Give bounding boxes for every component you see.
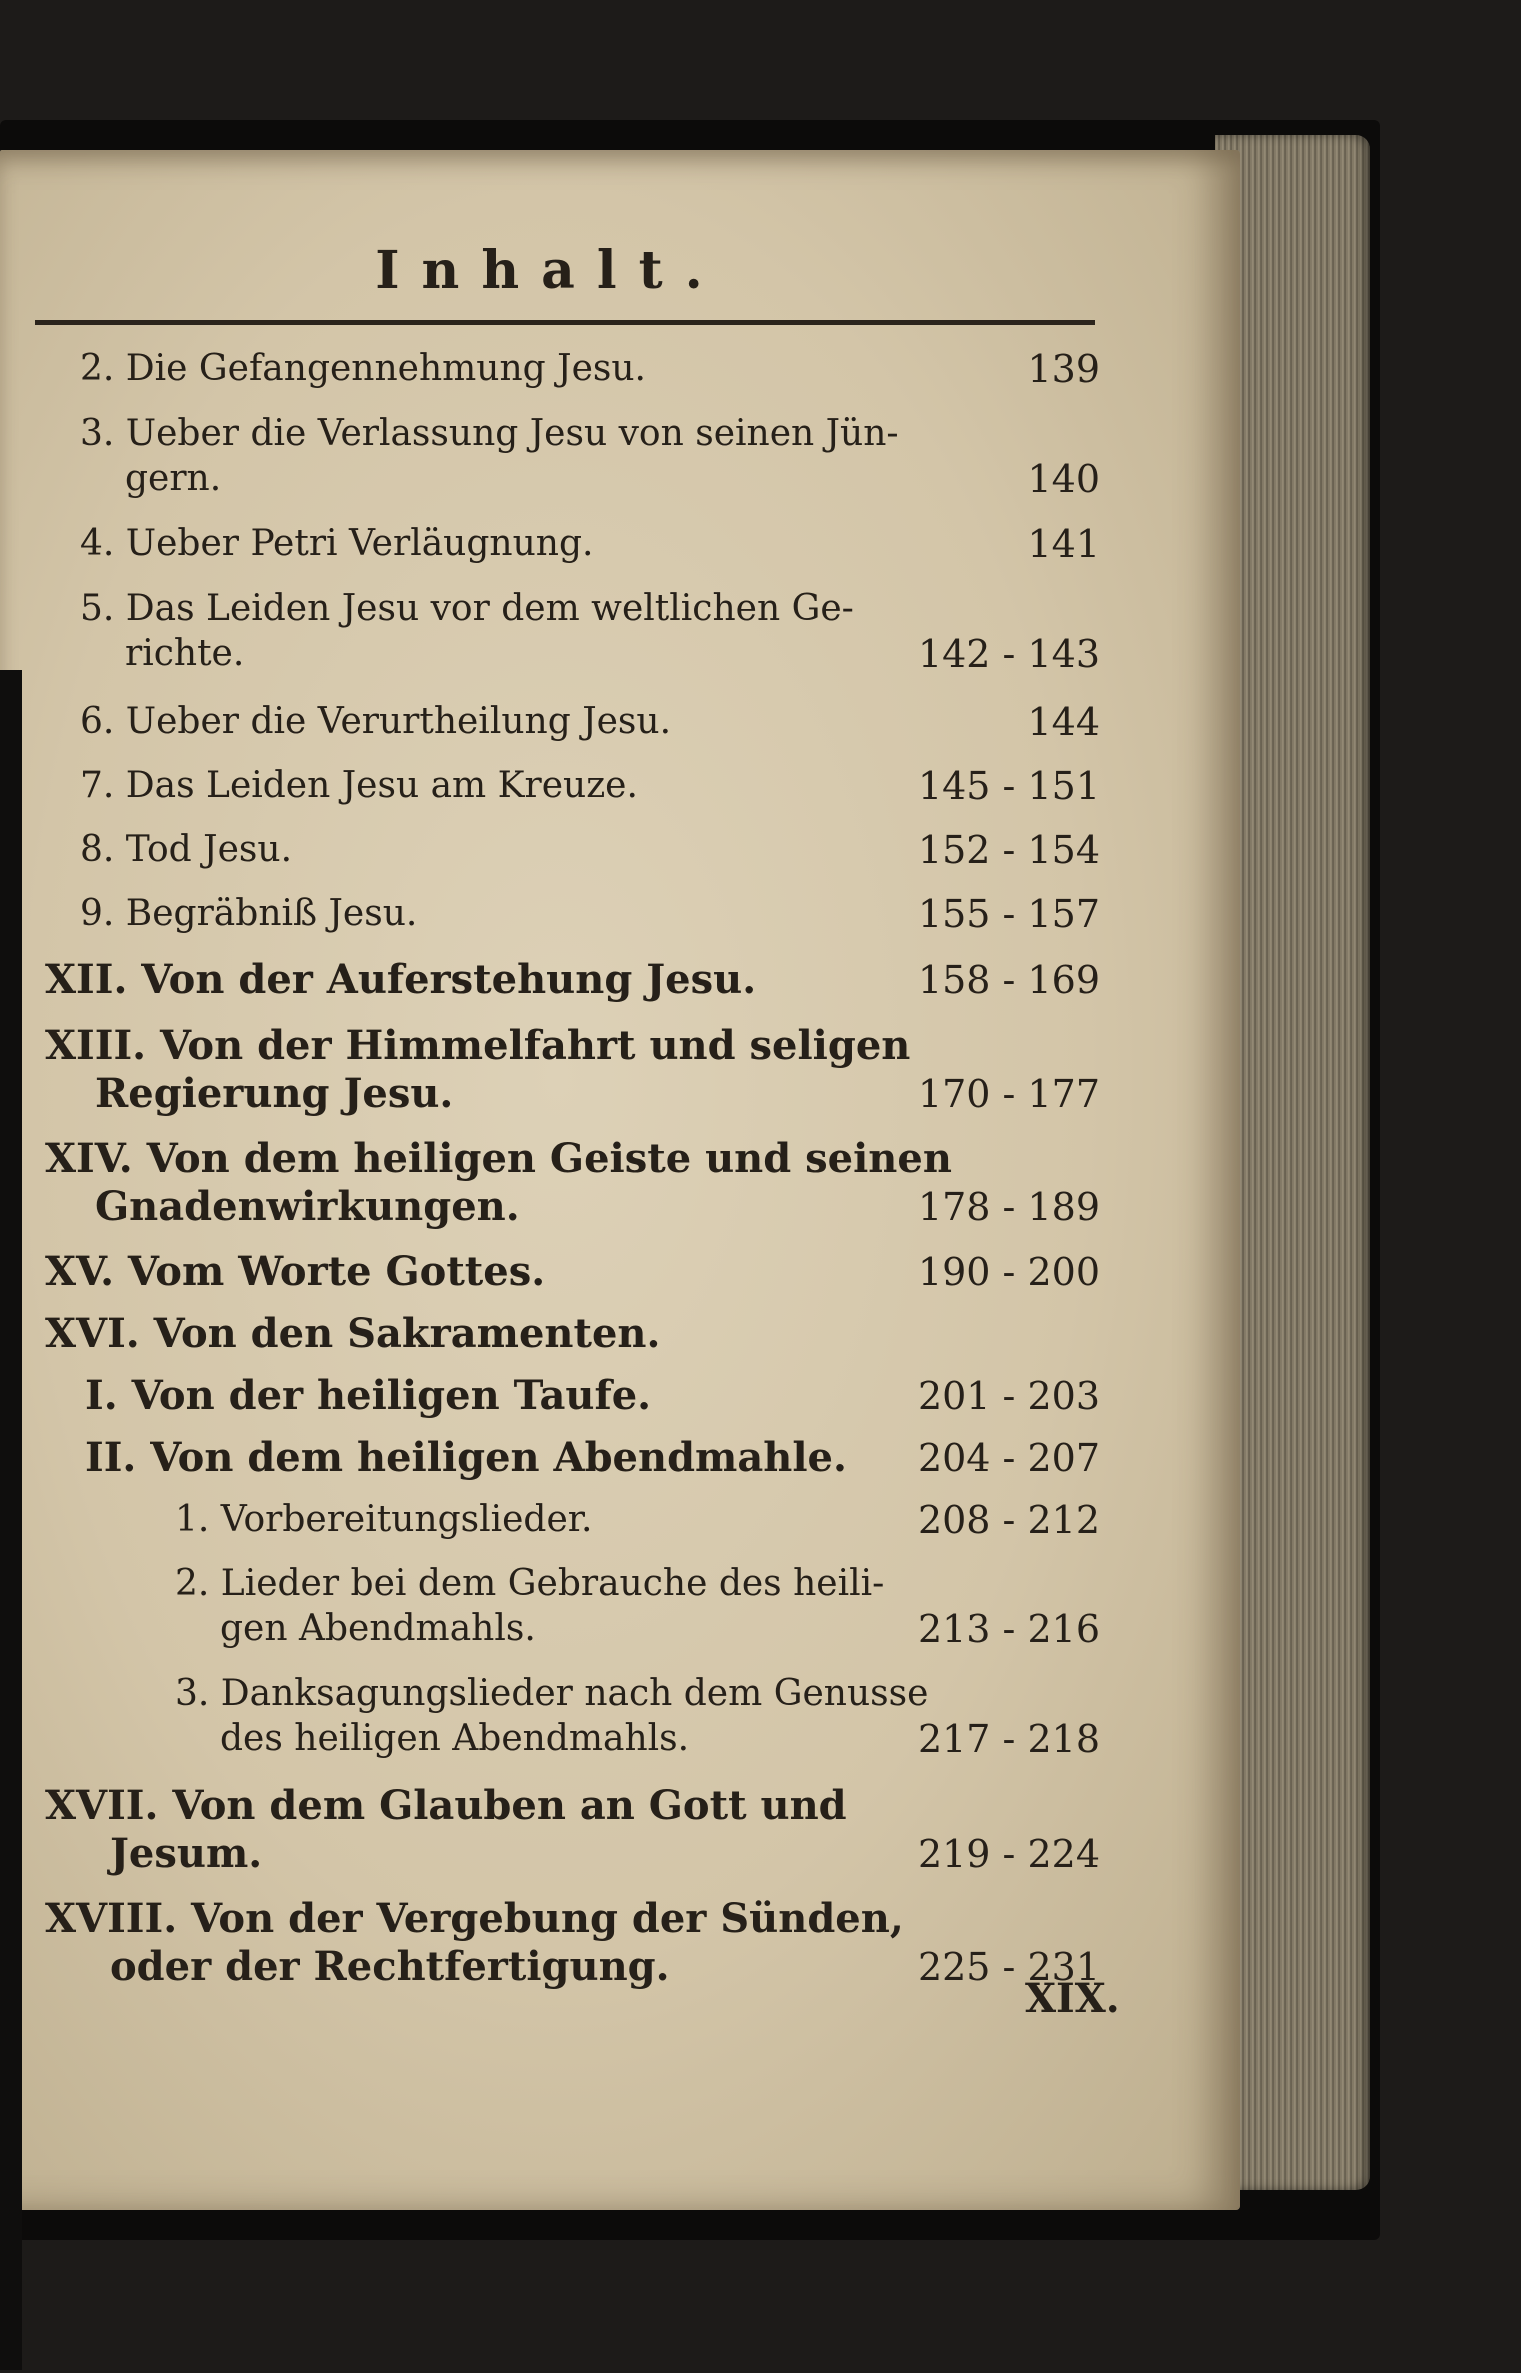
toc-entry-5-cont: richte. [125, 633, 245, 674]
toc-section-i-pages: 201 - 203 [917, 1374, 1100, 1418]
toc-entry-3-label: 3. Ueber die Verlassung Jesu von seinen Jün- [80, 413, 899, 454]
toc-entry-2-label: 2. Die Gefangennehmung Jesu. [80, 348, 646, 389]
toc-subentry-1-pages: 208 - 212 [917, 1498, 1100, 1542]
toc-chapter-xiii-label: XIII. Von der Himmelfahrt und seligen [45, 1022, 911, 1069]
toc-section-ii-label: II. Von dem heiligen Abendmahle. [85, 1434, 847, 1481]
toc-entry-8-label: 8. Tod Jesu. [80, 829, 293, 870]
toc-subentry-1-label: 1. Vorbereitungslieder. [175, 1499, 593, 1540]
toc-entry-7-label: 7. Das Leiden Jesu am Kreuze. [80, 765, 638, 806]
toc-entry-8-pages: 152 - 154 [917, 828, 1100, 872]
toc-entry-6-pages: 144 [1027, 700, 1100, 744]
spine-shadow [0, 670, 22, 2370]
toc-entry-7-pages: 145 - 151 [917, 764, 1100, 808]
toc-chapter-xvii-label: XVII. Von dem Glauben an Gott und [45, 1782, 847, 1829]
toc-entry-3-pages: 140 [1027, 457, 1100, 501]
toc-chapter-xii-label: XII. Von der Auferstehung Jesu. [45, 956, 757, 1003]
toc-section-i-label: I. Von der heiligen Taufe. [85, 1372, 652, 1419]
toc-chapter-xvii-cont: Jesum. [110, 1830, 263, 1877]
toc-entry-9-pages: 155 - 157 [917, 892, 1100, 936]
toc-chapter-xv-pages: 190 - 200 [917, 1250, 1100, 1294]
toc-entry-4-label: 4. Ueber Petri Verläugnung. [80, 523, 594, 564]
page-header: Inhalt. [375, 240, 725, 301]
toc-chapter-xiv-cont: Gnadenwirkungen. [95, 1183, 520, 1230]
toc-chapter-xiii-cont: Regierung Jesu. [95, 1070, 454, 1117]
toc-entry-9-label: 9. Begräbniß Jesu. [80, 893, 418, 934]
toc-chapter-xiii-pages: 170 - 177 [917, 1072, 1100, 1116]
toc-chapter-xvii-pages: 219 - 224 [917, 1832, 1100, 1876]
toc-subentry-2-label: 2. Lieder bei dem Gebrauche des heili- [175, 1563, 885, 1604]
toc-chapter-xiv-pages: 178 - 189 [917, 1185, 1100, 1229]
toc-subentry-2-cont: gen Abendmahls. [220, 1608, 536, 1649]
toc-chapter-xii-pages: 158 - 169 [917, 958, 1100, 1002]
toc-entry-5-label: 5. Das Leiden Jesu vor dem weltlichen Ge- [80, 588, 854, 629]
toc-chapter-xviii-pages: 225 - 231 [917, 1945, 1100, 1989]
toc-entry-3-cont: gern. [125, 458, 222, 499]
toc-chapter-xiv-label: XIV. Von dem heiligen Geiste und seinen [45, 1135, 952, 1182]
toc-chapter-xv-label: XV. Vom Worte Gottes. [45, 1248, 546, 1295]
toc-chapter-xviii-label: XVIII. Von der Vergebung der Sünden, [45, 1895, 904, 1942]
toc-section-ii-pages: 204 - 207 [917, 1436, 1100, 1480]
header-rule [35, 320, 1095, 325]
toc-chapter-xviii-cont: oder der Rechtfertigung. [110, 1943, 670, 1990]
toc-chapter-xvi-label: XVI. Von den Sakramenten. [45, 1310, 661, 1357]
toc-entry-2-pages: 139 [1027, 347, 1100, 391]
toc-subentry-3-pages: 217 - 218 [917, 1717, 1100, 1761]
toc-entry-4-pages: 141 [1027, 522, 1100, 566]
book-page [0, 150, 1240, 2210]
toc-subentry-3-label: 3. Danksagungslieder nach dem Genusse [175, 1673, 929, 1714]
toc-entry-6-label: 6. Ueber die Verurtheilung Jesu. [80, 701, 672, 742]
toc-entry-5-pages: 142 - 143 [917, 632, 1100, 676]
toc-subentry-3-cont: des heiligen Abendmahls. [220, 1718, 690, 1759]
toc-subentry-2-pages: 213 - 216 [917, 1607, 1100, 1651]
catchword: XIX. [1025, 1975, 1120, 2022]
